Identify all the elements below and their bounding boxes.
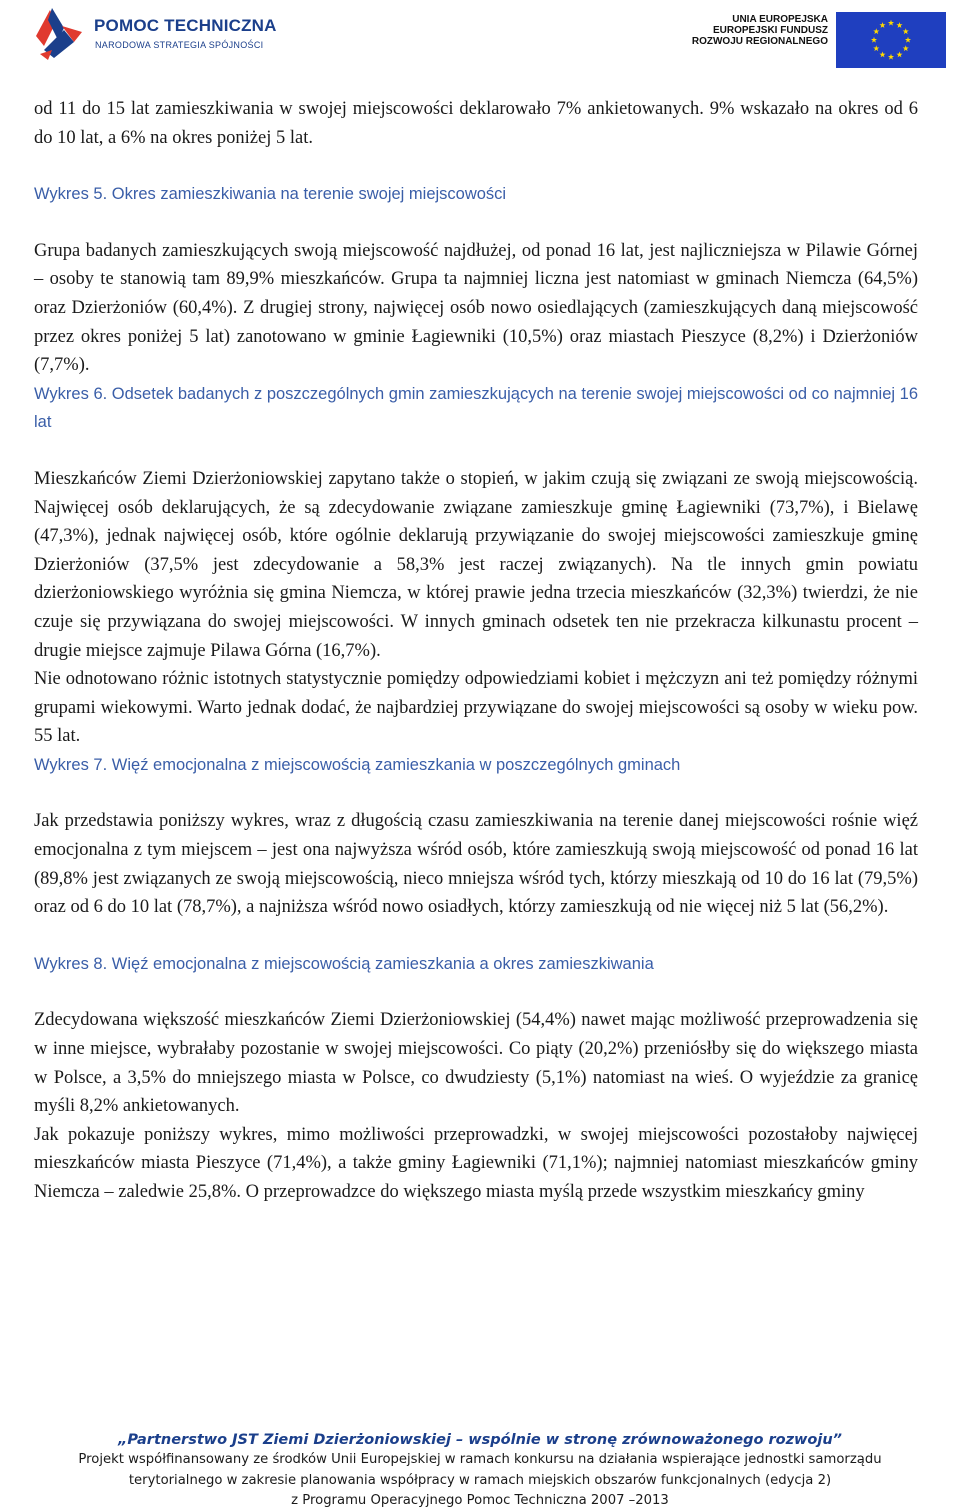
paragraph-gap bbox=[34, 779, 918, 807]
footer-line-4: z Programu Operacyjnego Pomoc Techniczna 2007 –2013 bbox=[291, 1493, 669, 1508]
paragraph-gap bbox=[34, 437, 918, 465]
page-footer bbox=[0, 1430, 960, 1512]
pomoc-techniczna-mark-icon bbox=[34, 6, 86, 60]
body-paragraph: Mieszkańców Ziemi Dzierżoniowskiej zapytano także o stopień, w jakim czują się związani ze swoją miejscowością. Najwięcej osób deklarujących, że są zdecydowanie związane zamieszkuje gminę Łagiewniki (73,7%), i Bielawę (47,3%), jednak najwięcej osób, które ogólnie deklarują przywiązanie do swojej miejscowości zamieszkuje gminę Dzierżoniów (37,5% jest zdecydowanie a 58,3% jest raczej związanych). Na tle innych gmin powiatu dzierżoniowskiego wyróżnia się gmina Niemcza, w której prawie jedna trzecia mieszkańców (32,3%) twierdzi, że nie czuje się przywiązana do swojej miejscowości. W innych gminach odsetek ten nie przekracza kilkunastu procent – drugie miejsce zajmuje Pilawa Górna (16,7%). bbox=[34, 468, 918, 661]
chart-caption bbox=[34, 950, 918, 979]
document-body bbox=[34, 95, 918, 1207]
caption-text: Odsetek badanych z poszczególnych gmin zamieszkujących na terenie swojej miejscowości od co najmniej 16 lat bbox=[34, 384, 918, 432]
caption-label: Wykres 7. bbox=[34, 755, 108, 774]
eu-logo-line-2: EUROPEJSKI FUNDUSZ bbox=[712, 25, 828, 36]
logo-subtitle: NARODOWA STRATEGIA SPÓJNOŚCI bbox=[95, 40, 264, 50]
pomoc-techniczna-logo bbox=[34, 4, 277, 62]
eu-logo-line-1: UNIA EUROPEJSKA bbox=[732, 14, 828, 25]
footer-project-title: „Partnerstwo JST Ziemi Dzierżoniowskiej – wspólnie w stronę zrównoważonego rozwoju” bbox=[117, 1432, 843, 1448]
caption-text: Okres zamieszkiwania na terenie swojej miejscowości bbox=[107, 185, 507, 204]
chart-caption bbox=[34, 380, 918, 437]
body-paragraph: od 11 do 15 lat zamieszkiwania w swojej miejscowości deklarowało 7% ankietowanych. 9% wskazało na okres od 6 do 10 lat, a 6% na okres poniżej 5 lat. bbox=[34, 99, 918, 148]
paragraph-gap bbox=[34, 978, 918, 1006]
logo-title: POMOC TECHNICZNA bbox=[94, 16, 277, 35]
caption-label: Wykres 6. bbox=[34, 384, 108, 403]
eu-logo-line-3: ROZWOJU REGIONALNEGO bbox=[691, 36, 828, 47]
caption-text: Więź emocjonalna z miejscowością zamieszkania a okres zamieszkiwania bbox=[107, 954, 654, 973]
body-paragraph: Grupa badanych zamieszkujących swoją miejscowość najdłużej, od ponad 16 lat, jest najliczniejsza w Pilawie Górnej – osoby te stanowią tam 89,9% mieszkańców. Grupa ta najmniej liczna jest natomiast w gminach Niemcza (64,5%) oraz Dzierżoniów (60,4%). Z drugiej strony, najwięcej osób nowo osiedlających (zamieszkujących daną miejscowość przez okres poniżej 5 lat) zanotowano w gminie Łagiewniki (10,5%) oraz miastach Pieszyce (8,2%) i Dzierżoniów (7,7%). bbox=[34, 240, 918, 376]
eu-flag-icon bbox=[836, 12, 946, 68]
eu-logo-text bbox=[686, 14, 828, 47]
chart-caption bbox=[34, 180, 918, 209]
caption-text: Więź emocjonalna z miejscowością zamieszkania w poszczególnych gminach bbox=[107, 755, 681, 774]
body-paragraph: Zdecydowana większość mieszkańców Ziemi Dzierżoniowskiej (54,4%) nawet mając możliwość przeprowadzenia się w inne miejsce, wybrałaby pozostanie w swojej miejscowości. Co piąty (20,2%) przeniósłby się do większego miasta w Polsce, a 3,5% do mniejszego miasta w Polsce, co dwudziesty (5,1%) natomiast na wieś. O wyjeździe za granicę myśli 8,2% ankietowanych. bbox=[34, 1010, 918, 1117]
page-header bbox=[0, 0, 960, 70]
footer-line-3: terytorialnego w zakresie planowania współpracy w ramach miejskich obszarów funkcjonalnych (edycja 2) bbox=[128, 1472, 832, 1488]
paragraph-gap bbox=[34, 922, 918, 950]
paragraph-gap bbox=[34, 209, 918, 237]
body-paragraph: Nie odnotowano różnic istotnych statystycznie pomiędzy odpowiedziami kobiet i mężczyzn ani też pomiędzy różnymi grupami wiekowymi. Warto jednak dodać, że najbardziej przywiązane do swojej miejscowości są osoby w wieku pow. 55 lat. bbox=[34, 669, 918, 747]
caption-label: Wykres 5. bbox=[34, 185, 108, 204]
footer-line-2: Projekt współfinansowany ze środków Unii Europejskiej w ramach konkursu na działania wspierające jednostki samorządu bbox=[78, 1452, 882, 1467]
paragraph-gap bbox=[34, 152, 918, 180]
chart-caption bbox=[34, 751, 918, 780]
eu-logo bbox=[686, 4, 946, 64]
body-paragraph: Jak pokazuje poniższy wykres, mimo możliwości przeprowadzki, w swojej miejscowości pozostałoby najwięcej mieszkańców miasta Pieszyce (71,4%), a także gminy Łagiewniki (71,1%); najmniej natomiast mieszkańców gminy Niemcza – zaledwie 25,8%. O przeprowadzce do większego miasta myślą przede wszystkim mieszkańcy gminy bbox=[34, 1124, 918, 1202]
caption-label: Wykres 8. bbox=[34, 954, 108, 973]
body-paragraph: Jak przedstawia poniższy wykres, wraz z długością czasu zamieszkiwania na terenie danej miejscowości rośnie więź emocjonalna z tym miejscem – jest ona najwyższa wśród osób, które zamieszkują swoją miejscowość od ponad 16 lat (89,8% jest związanych ze swoją miejscowością, nieco mniejsza wśród tych, którzy mieszkają od 10 do 16 lat (79,5%) oraz od 6 do 10 lat (78,7%), a najniższa wśród nowo osiadłych, którzy zamieszkują od nie więcej niż 5 lat (56,2%). bbox=[34, 811, 918, 918]
